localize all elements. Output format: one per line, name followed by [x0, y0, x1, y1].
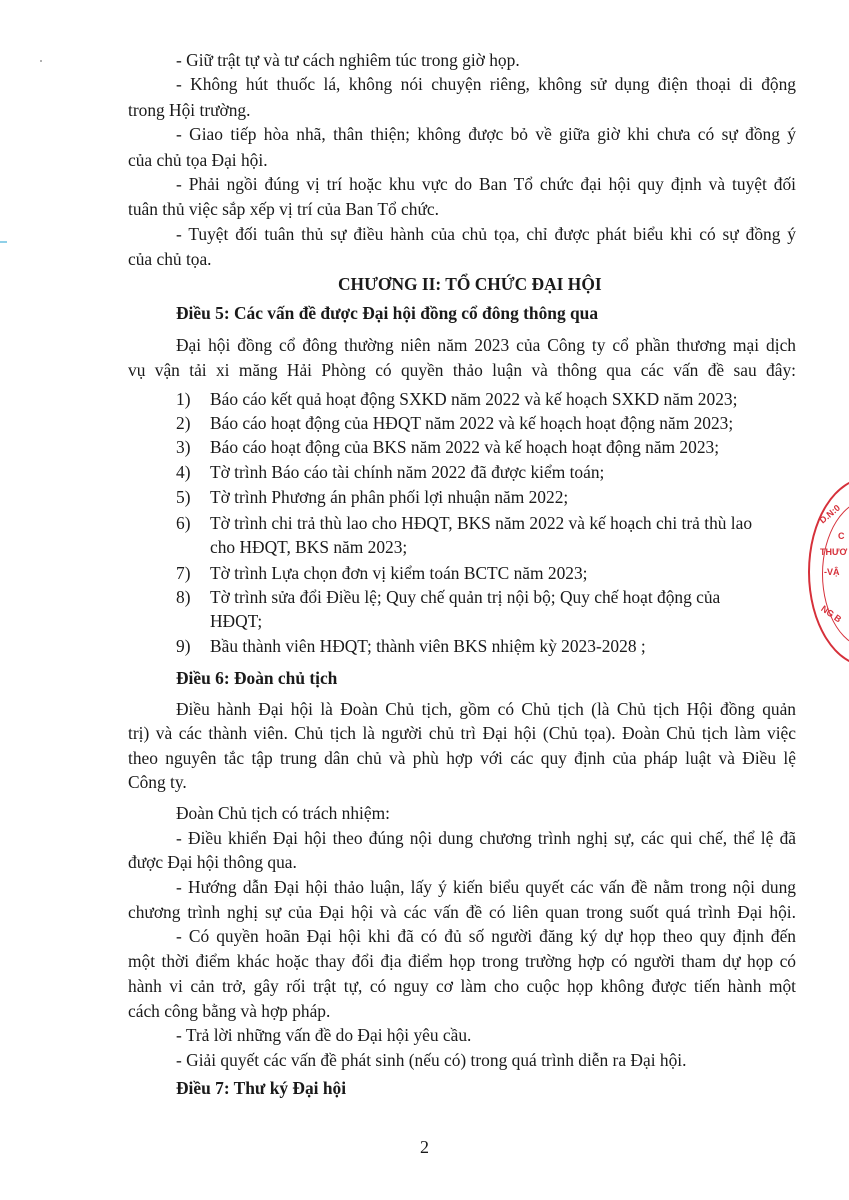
article-heading: Điều 7: Thư ký Đại hội: [176, 1078, 347, 1098]
list-item: [176, 387, 737, 411]
list-item: [176, 485, 568, 509]
list-number: 6): [176, 513, 191, 533]
stamp-text: THƯƠ: [820, 547, 848, 557]
article-heading: Điều 5: Các vấn đề được Đại hội đồng cổ đông thông qua: [176, 303, 599, 323]
text-line: Đại hội đồng cổ đông thường niên năm 2023 của Công ty cổ phần thương mại dịch: [176, 335, 796, 355]
list-item-continuation: cho HĐQT, BKS năm 2023;: [210, 537, 408, 557]
stamp-text: NG B: [819, 603, 844, 625]
list-item: [176, 634, 646, 658]
list-item-text: Tờ trình chi trả thù lao cho HĐQT, BKS năm 2022 và kế hoạch chi trả thù lao: [210, 513, 753, 533]
list-item: [176, 435, 719, 459]
list-item-text: Tờ trình sửa đổi Điều lệ; Quy chế quản trị nội bộ; Quy chế hoạt động của: [210, 587, 721, 607]
text-line: - Hướng dẫn Đại hội thảo luận, lấy ý kiến biểu quyết các vấn đề nằm trong nội dung: [176, 877, 796, 897]
list-item-text: Báo cáo hoạt động của HĐQT năm 2022 và kế hoạch hoạt động năm 2023;: [210, 413, 734, 433]
text-line: cách công bằng và hợp pháp.: [128, 1001, 331, 1021]
page-number: 2: [420, 1137, 429, 1157]
list-number: 5): [176, 487, 191, 507]
list-item-text: Báo cáo hoạt động của BKS năm 2022 và kế hoạch hoạt động năm 2023;: [210, 437, 720, 457]
text-line: - Giải quyết các vấn đề phát sinh (nếu có) trong quá trình diễn ra Đại hội.: [176, 1050, 687, 1070]
text-line: Đoàn Chủ tịch có trách nhiệm:: [176, 803, 390, 823]
list-number: 1): [176, 389, 191, 409]
list-number: 3): [176, 437, 191, 457]
text-line: theo nguyên tắc tập trung dân chủ và phù hợp với các quy định của pháp luật và Điều lệ: [128, 748, 796, 768]
chapter-heading: CHƯƠNG II: TỔ CHỨC ĐẠI HỘI: [338, 274, 602, 294]
list-number: 4): [176, 462, 191, 482]
text-line: một thời điểm khác hoặc thay đổi địa điểm họp trong trường hợp có người tham dự họp có: [128, 951, 796, 971]
scan-speck: [40, 60, 42, 62]
text-line: tuân thủ việc sắp xếp vị trí của Ban Tổ chức.: [128, 199, 439, 219]
article-heading: Điều 6: Đoàn chủ tịch: [176, 668, 338, 688]
text-line: - Không hút thuốc lá, không nói chuyện riêng, không sử dụng điện thoại di động: [176, 74, 796, 94]
text-line: Điều hành Đại hội là Đoàn Chủ tịch, gồm có Chủ tịch (là Chủ tịch Hội đồng quản: [176, 699, 796, 719]
text-line: vụ vận tải xi măng Hải Phòng có quyền thảo luận và thông qua các vấn đề sau đây:: [128, 360, 796, 380]
stamp-text: D.N:0: [817, 502, 842, 526]
company-stamp: [808, 477, 849, 667]
text-line: hành vi cản trở, gây rối trật tự, có nguy cơ làm cho cuộc họp không được tiến hành một: [128, 976, 796, 996]
list-number: 7): [176, 563, 191, 583]
list-number: 8): [176, 587, 191, 607]
text-line: - Phải ngồi đúng vị trí hoặc khu vực do Ban Tổ chức đại hội quy định và tuyệt đối: [176, 174, 796, 194]
text-line: - Trả lời những vấn đề do Đại hội yêu cầu.: [176, 1025, 472, 1045]
list-item: [176, 460, 604, 484]
stamp-text: C: [838, 531, 845, 541]
list-item: [176, 561, 588, 585]
list-item: [176, 411, 733, 435]
text-line: trị) và các thành viên. Chủ tịch là người chủ trì Đại hội (Chủ tọa). Đoàn Chủ tịch làm việc: [128, 723, 796, 743]
text-line: của chủ tọa Đại hội.: [128, 150, 268, 170]
stamp-text: -VẬ: [824, 567, 840, 577]
list-item-text: Tờ trình Phương án phân phối lợi nhuận năm 2022;: [210, 487, 569, 507]
scan-mark: [0, 241, 7, 243]
text-line: chương trình nghị sự của Đại hội và các vấn đề có liên quan trong suốt quá trình Đại hội.: [128, 902, 796, 922]
list-item-text: Tờ trình Lựa chọn đơn vị kiểm toán BCTC năm 2023;: [210, 563, 588, 583]
list-item-text: Tờ trình Báo cáo tài chính năm 2022 đã được kiểm toán;: [210, 462, 605, 482]
list-number: 9): [176, 636, 191, 656]
text-line: Công ty.: [128, 772, 187, 792]
list-item-text: Báo cáo kết quả hoạt động SXKD năm 2022 và kế hoạch SXKD năm 2023;: [210, 389, 738, 409]
list-number: 2): [176, 413, 191, 433]
text-line: - Tuyệt đối tuân thủ sự điều hành của chủ tọa, chỉ được phát biểu khi có sự đồng ý: [176, 224, 796, 244]
text-line: được Đại hội thông qua.: [128, 852, 297, 872]
text-line: - Giữ trật tự và tư cách nghiêm túc trong giờ họp.: [176, 50, 520, 70]
list-item-text: Bầu thành viên HĐQT; thành viên BKS nhiệm kỳ 2023-2028 ;: [210, 636, 646, 656]
text-line: - Có quyền hoãn Đại hội khi đã có đủ số người đăng ký dự họp theo quy định đến: [176, 926, 796, 946]
text-line: trong Hội trường.: [128, 100, 251, 120]
text-line: - Giao tiếp hòa nhã, thân thiện; không được bỏ về giữa giờ khi chưa có sự đồng ý: [176, 124, 796, 144]
text-line: của chủ tọa.: [128, 249, 212, 269]
list-item-continuation: HĐQT;: [210, 611, 263, 631]
list-item: [176, 511, 752, 535]
text-line: - Điều khiển Đại hội theo đúng nội dung chương trình nghị sự, các qui chế, thể lệ đã: [176, 828, 796, 848]
list-item: [176, 585, 720, 609]
